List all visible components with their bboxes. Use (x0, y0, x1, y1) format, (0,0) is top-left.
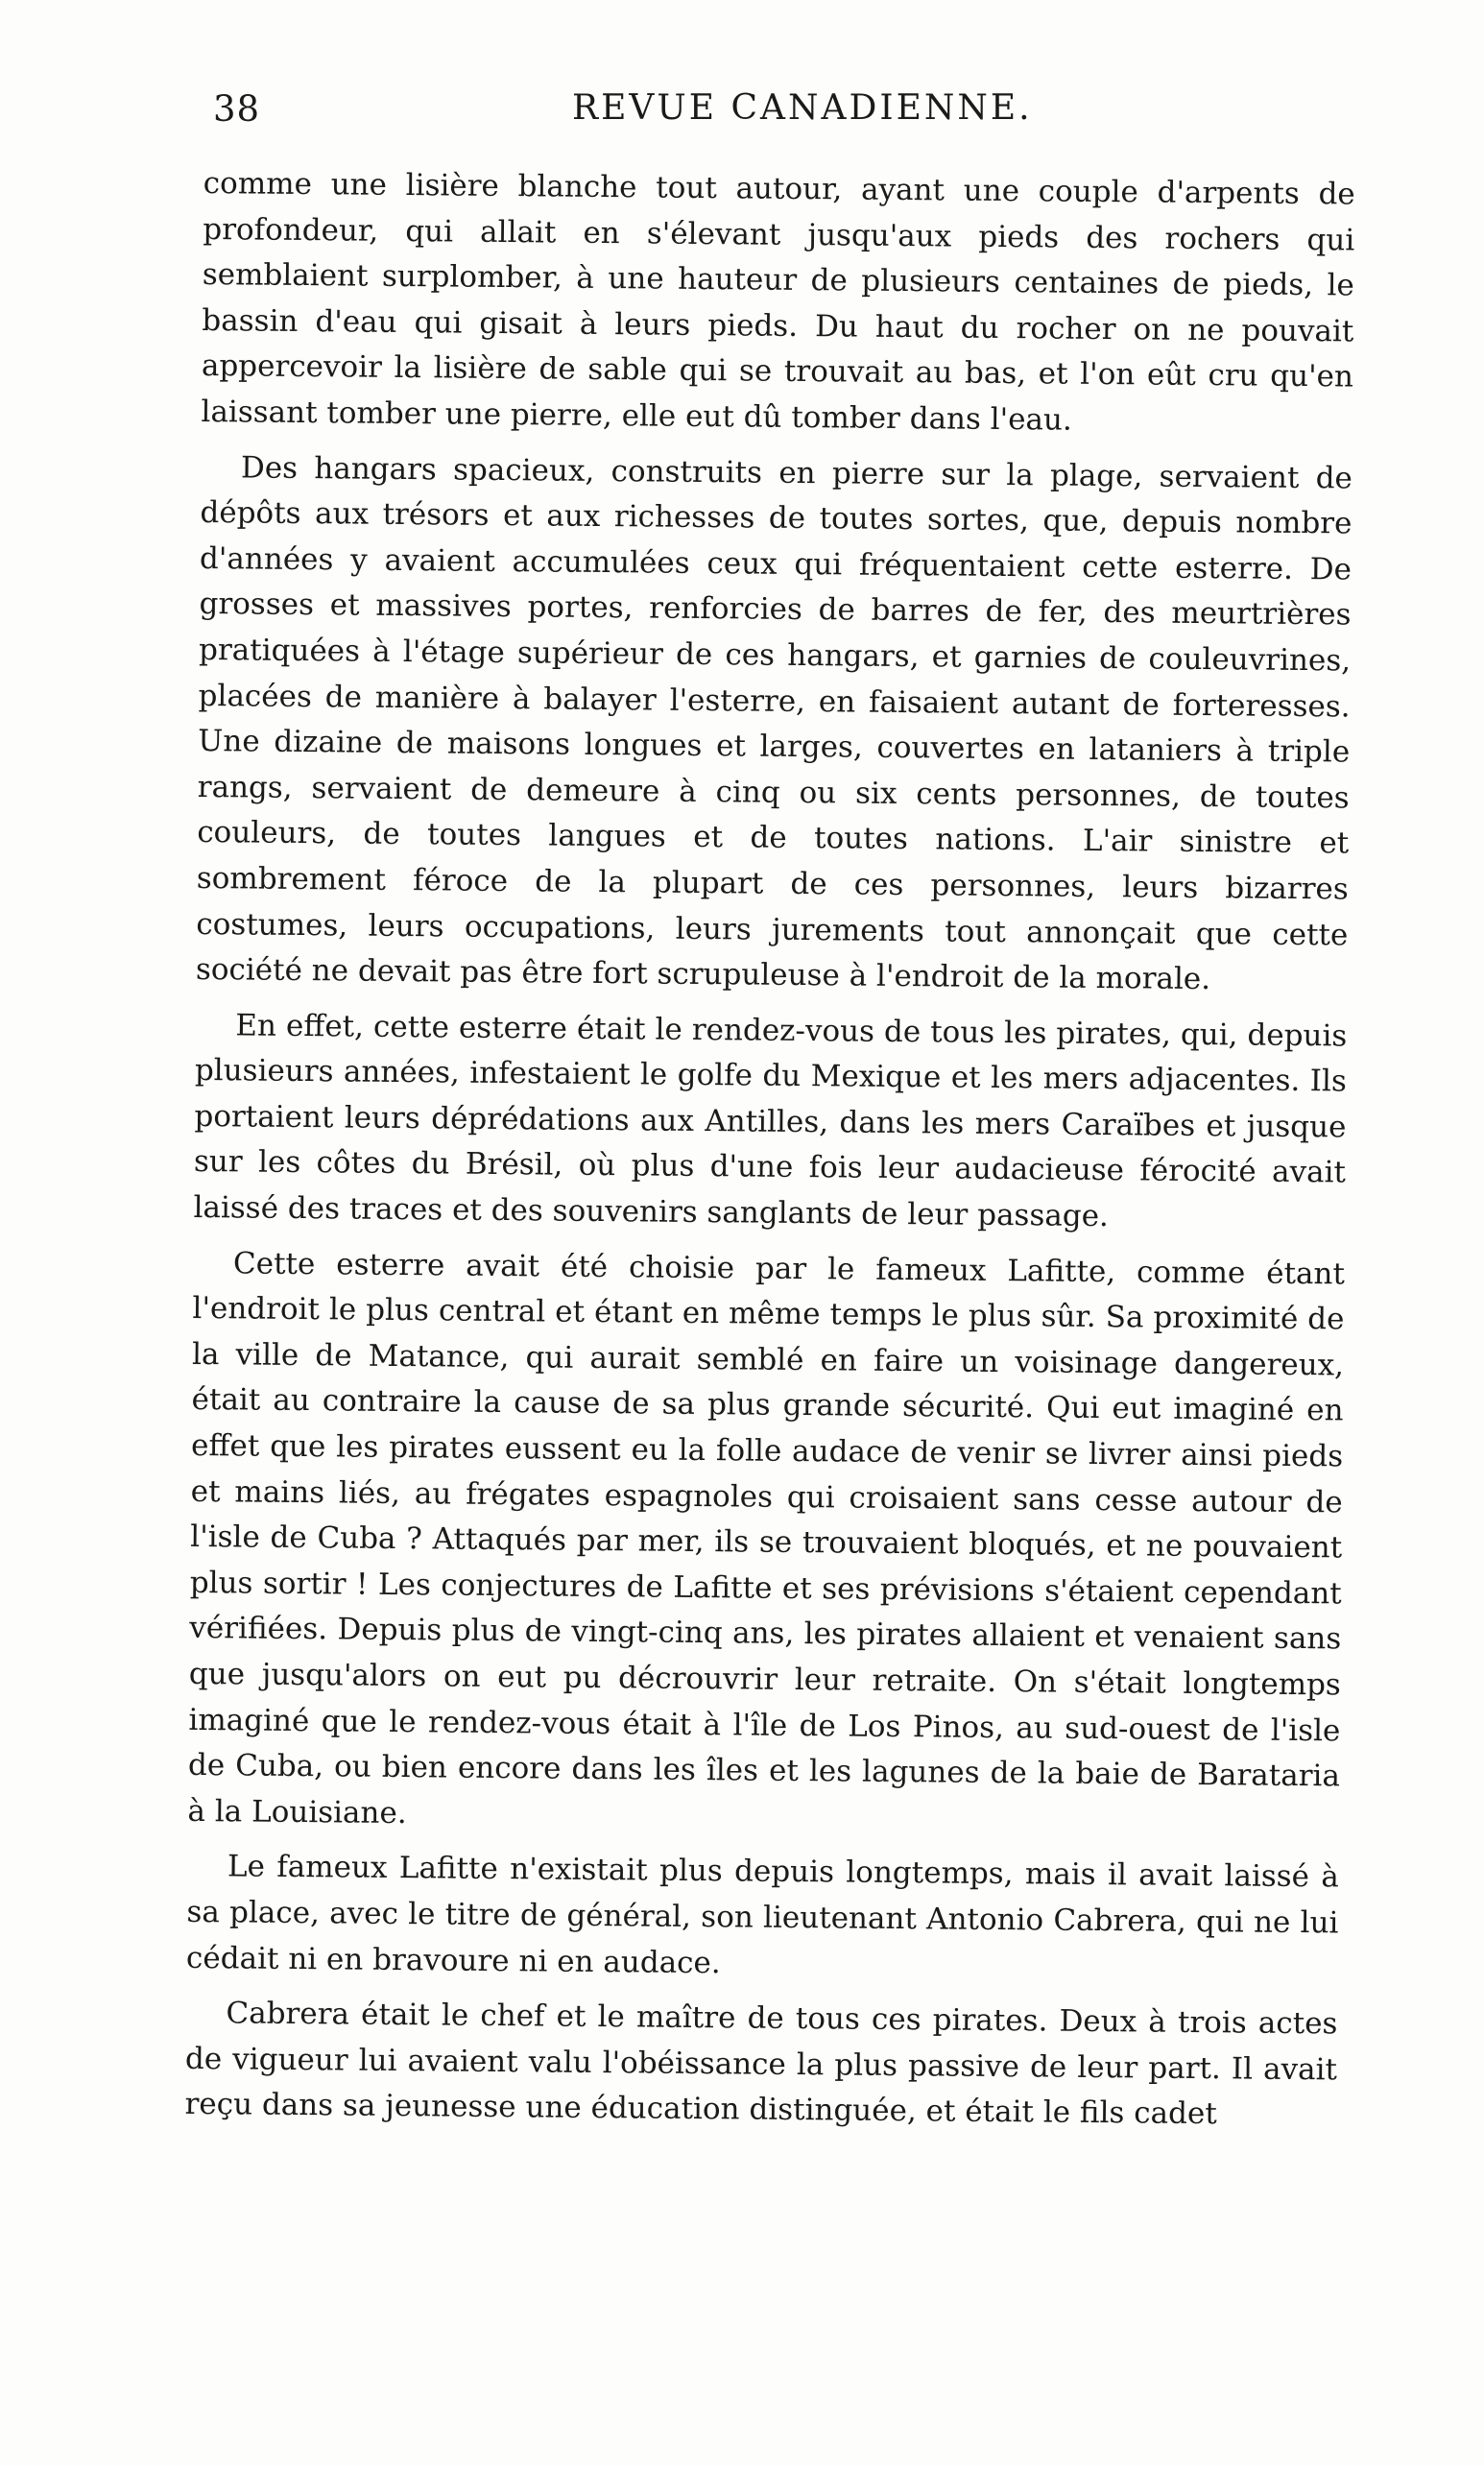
paragraph-5: Le fameux Lafitte n'existait plus depuis longtemps, mais il avait laissé à sa place, avec le titre de général, son lieutenant Antonio Cabrera, qui ne lui cédait ni en bravoure ni en audace. (185, 1849, 1340, 1980)
running-title: REVUE CANADIENNE. (572, 88, 1033, 128)
paragraph-4: Cette esterre avait été choisie par le fameux Lafitte, comme étant l'endroit le plus central et étant en même temps le plus sûr. Sa proximité de la ville de Matance, qui aurait semblé en faire un voisinage dangereux, était au contraire la cause de sa plus grande sécurité. Qui eut imaginé en effet que les pirates eussent eu la folle audace de venir se livrer ainsi pieds et mains liés, au frégates espagnoles qui croisaient sans cesse autour de l'isle de Cuba ? Attaqués par mer, ils se trouvaient bloqués, et ne pouvaient plus sortir ! Les conjectures de Lafitte et ses prévisions s'étaient cependant vérifiées. Depuis plus de vingt-cinq ans, les pirates allaient et venaient sans que jusqu'alors on eut pu décrouvrir leur retraite. On s'était longtemps imaginé que le rendez-vous était à l'île de Los Pinos, au sud-ouest de l'isle de Cuba, ou bien encore dans les îles et les lagunes de la baie de Barataria à la Louisiane. (187, 1246, 1346, 1831)
paragraph-6: Cabrera était le chef et le maître de tous ces pirates. Deux à trois actes de vigueur lui avaient valu l'obéissance la plus passive de leur part. Il avait reçu dans sa jeunesse une éducation distinguée, et était le fils cadet (184, 1996, 1338, 2132)
page-header (213, 88, 1298, 136)
body-text (184, 161, 1355, 2148)
paragraph-1: comme une lisière blanche tout autour, ayant une couple d'arpents de profondeur, qui allait en s'élevant jusqu'aux pieds des rochers qui semblaient surplomber, à une hauteur de plusieurs centaines de pieds, le bassin d'eau qui gisait à leurs pieds. Du haut du rocher on ne pouvait appercevoir la lisière de sable qui se trouvait au bas, et l'on eût cru qu'en laissant tomber une pierre, elle eut dû tomber dans l'eau. (201, 165, 1355, 438)
page-number: 38 (213, 88, 261, 130)
paragraph-3: En effet, cette esterre était le rendez-vous de tous les pirates, qui, depuis plusieurs années, infestaient le golfe du Mexique et les mers adjacentes. Ils portaient leurs déprédations aux Antilles, dans les mers Caraïbes et jusque sur les côtes du Brésil, où plus d'une fois leur audacieuse férocité avait laissé des traces et des souvenirs sanglants de leur passage. (193, 1008, 1348, 1234)
paragraph-2: Des hangars spacieux, construits en pierre sur la plage, servaient de dépôts aux trésors et aux richesses de toutes sortes, que, depuis nombre d'années y avaient accumulées ceux qui fréquentaient cette esterre. De grosses et massives portes, renforcies de barres de fer, des meurtrières pratiquées à l'étage supérieur de ces hangars, et garnies de couleuvrines, placées de manière à balayer l'esterre, en faisaient autant de forteresses. Une dizaine de maisons longues et larges, couvertes en lataniers à triple rangs, servaient de demeure à cinq ou six cents personnes, de toutes couleurs, de toutes langues et de toutes nations. L'air sinistre et sombrement féroce de la plupart de ces personnes, leurs bizarres costumes, leurs occupations, leurs jurements tout annonçait que cette société ne devait pas être fort scrupuleuse à l'endroit de la morale. (195, 449, 1353, 997)
